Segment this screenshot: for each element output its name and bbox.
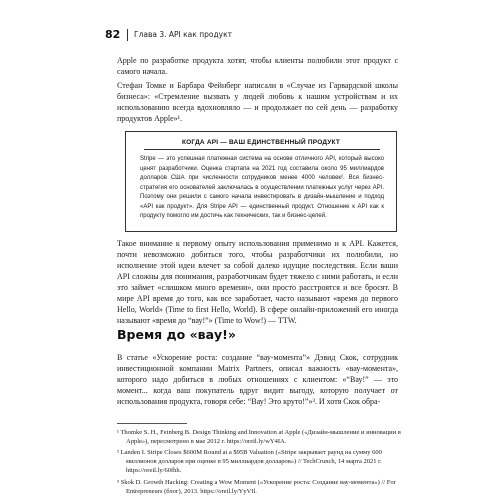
chapter-title: Глава 3. API как продукт <box>134 30 232 39</box>
header-divider <box>127 29 128 41</box>
section-heading: Время до «вау!» <box>117 327 236 342</box>
footnote-rule <box>117 423 187 424</box>
paragraph-2: Стефан Томке и Барбара Фейнберг написали в «Случае из Гарвардской школы бизнеса»: «Стремление вызвать у людей любовь к нашим устройствам и их использованию всегда вдохновляло — и продолжает по сей день — разработку продуктов Apple»¹. <box>117 81 398 123</box>
sidebar-text: Stripe — это успешная платежная система на основе отличного API, который высоко ценят разработчики. Оценка стартапа на 2021 год составила около 95 миллиардов долларов США при численности сотрудников менее 4000 человек². Вся бизнес-стратегия его основателей заключалась в осуществлении платежных услуг через API. Поэтому они решили с самого начала инвестировать в дизайн-мышление и подход «API как продукт». Для Stripe API — единственный продукт. Отношение к API как к продукту помогло им достичь как технических, так и бизнес-целей. <box>140 156 384 219</box>
paragraph-3: Такое внимание к первому опыту использования применимо и к API. Кажется, почти невозможно добиться того, чтобы разработчики их полюбили, но исполнение этой идеи влечет за собой далеко идущие последствия. Если ваши API сложны для понимания, разработчикам будет тяжело с ними работать, и если это займет «слишком много времени», они просто расстроятся и все бросят. В мире API время до того, как все заработает, часто называют «время до первого Hello, World» (Time to first Hello, World). В сфере онлайн-приложений его иногда называют «время до “вау!”» (Time to Wow!) — TTW. <box>117 239 398 325</box>
footnote-1: ¹ Thomke S. H., Feinberg B. Design Thinking and Innovation at Apple («Дизайн-мышление и инновации в Apple»), пересмотрено в мае 2012 г. https://oreil.ly/wY4IA. <box>117 429 401 446</box>
paragraph-4: В статье «Ускорение роста: создание “вау-момента”» Дэвид Скок, сотрудник инвестиционной компании Matrix Partners, описал важность «вау-момента», которого надо добиться в любых отношениях с клиентом: «“Вау!” — это момент... когда ваш покупатель вдруг видит выгоду, которую получает от использования продукта, говоря себе: “Вау! Это круто!”»³. И хотя Скок обра- <box>117 353 398 406</box>
sidebar-rule <box>144 149 380 150</box>
page-number: 82 <box>105 28 121 41</box>
paragraph-1: Apple по разработке продукта хотят, чтобы клиенты полюбили этот продукт с самого начала. <box>117 56 398 76</box>
running-header <box>105 28 407 41</box>
footnote-3: ³ Skok D. Growth Hacking: Creating a Wow Moment («Ускорение роста: Создание вау-момента») // For Entrepreneurs (блог), 2013. https://oreil.ly/YyVIl. <box>117 479 396 496</box>
footnote-2: ² Landen I. Stripe Closes $600M Round at a $95B Valuation («Stripe закрывает раунд на сумму 600 миллионов долларов при оценке в 95 миллиардов долларов») // TechCrunch, 14 марта 2021 г. https://oreil.ly/60fhh. <box>117 449 382 475</box>
sidebar-box <box>125 131 397 232</box>
sidebar-title: КОГДА API — ВАШ ЕДИНСТВЕННЫЙ ПРОДУКТ <box>181 139 341 146</box>
